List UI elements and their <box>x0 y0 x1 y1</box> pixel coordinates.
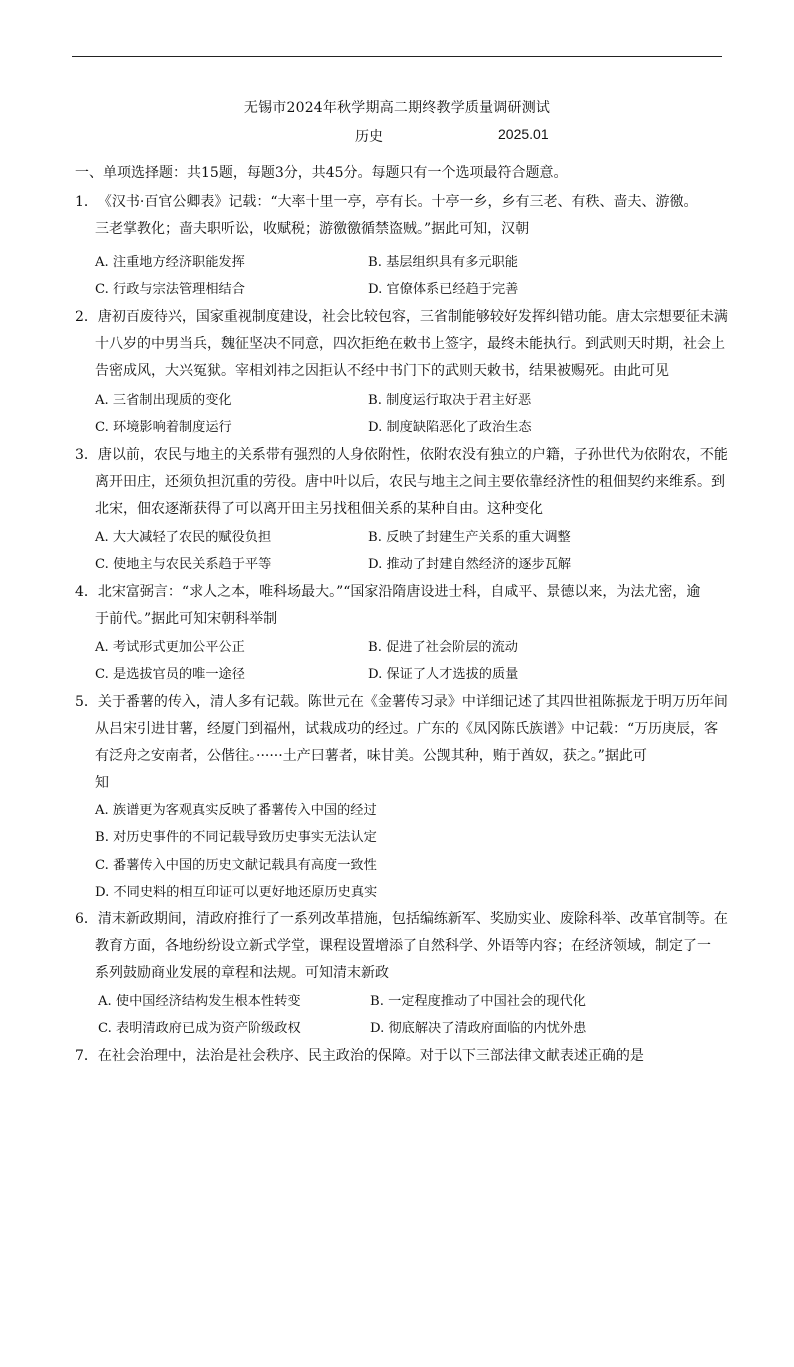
question-2-option-b: B. 制度运行取决于君主好恶 <box>368 393 532 408</box>
question-5-option-c: C. 番薯传入中国的历史文献记载具有高度一致性 <box>95 858 377 873</box>
question-1-stem-line-2: 三老掌教化；啬夫职听讼，收赋税；游徼徼循禁盗贼。”据此可知，汉朝 <box>95 221 530 237</box>
question-5-option-b: B. 对历史事件的不同记载导致历史事实无法认定 <box>95 830 377 845</box>
question-2-option-c: C. 环境影响着制度运行 <box>95 420 232 435</box>
question-3-stem-line-2: 离开田庄，还须负担沉重的劳役。唐中叶以后，农民与地主之间主要依靠经济性的租佃契约来维系。到 <box>95 474 725 490</box>
question-4-option-b: B. 促进了社会阶层的流动 <box>368 640 518 655</box>
question-5-stem-line-2: 从吕宋引进甘薯，经厦门到福州，试栽成功的经过。广东的《凤冈陈氏族谱》中记载：“万历庚辰，客 <box>95 721 719 737</box>
question-4-stem-line-2: 于前代。”据此可知宋朝科举制 <box>95 611 278 627</box>
question-5-option-d: D. 不同史料的相互印证可以更好地还原历史真实 <box>95 885 378 900</box>
question-5-stem-line-3: 有泛舟之安南者，公偕往。······土产曰薯者，味甘美。公觊其种，贿于酋奴，获之。”据此可 <box>95 748 647 764</box>
question-1-stem-line-1: 1．《汉书·百官公卿表》记载：“大率十里一亭，亭有长。十亭一乡，乡有三老、有秩、啬夫、游徼。 <box>75 194 698 210</box>
question-1-option-a: A. 注重地方经济职能发挥 <box>95 255 245 270</box>
question-3-option-c: C. 使地主与农民关系趋于平等 <box>95 557 272 572</box>
question-4-option-c: C. 是选拔官员的唯一途径 <box>95 667 245 682</box>
question-3-option-b: B. 反映了封建生产关系的重大调整 <box>368 530 571 545</box>
question-1-option-d: D. 官僚体系已经趋于完善 <box>368 282 519 297</box>
question-4-option-d: D. 保证了人才选拔的质量 <box>368 667 519 682</box>
question-5-option-a: A. 族谱更为客观真实反映了番薯传入中国的经过 <box>95 803 377 818</box>
exam-title: 无锡市2024年秋学期高二期终教学质量调研测试 <box>243 100 551 116</box>
question-4-option-a: A. 考试形式更加公平公正 <box>95 640 245 655</box>
question-2-stem-line-1: 2．唐初百废待兴，国家重视制度建设，社会比较包容，三省制能够较好发挥纠错功能。唐太宗想要征未满 <box>75 309 728 325</box>
question-1-option-c: C. 行政与宗法管理相结合 <box>95 282 245 297</box>
section-heading: 一、单项选择题：共15题，每题3分，共45分。每题只有一个选项最符合题意。 <box>75 165 568 181</box>
question-6-stem-line-1: 6．清末新政期间，清政府推行了一系列改革措施，包括编练新军、奖励实业、废除科举、改革官制等。在 <box>75 911 728 927</box>
question-5-stem-line-4: 知 <box>95 775 109 791</box>
question-4-stem-line-1: 4．北宋富弼言：“求人之本，唯科场最大。”“国家沿隋唐设进士科，自咸平、景德以来，为法尤密，逾 <box>75 584 701 600</box>
question-6-option-b: B. 一定程度推动了中国社会的现代化 <box>370 994 586 1009</box>
question-3-option-a: A. 大大减轻了农民的赋役负担 <box>95 530 272 545</box>
subject-label: 历史 <box>355 129 383 145</box>
question-1-option-b: B. 基层组织具有多元职能 <box>368 255 518 270</box>
question-6-stem-line-3: 系列鼓励商业发展的章程和法规。可知清末新政 <box>95 965 389 981</box>
question-3-option-d: D. 推动了封建自然经济的逐步瓦解 <box>368 557 572 572</box>
question-7-stem-line-1: 7．在社会治理中，法治是社会秩序、民主政治的保障。对于以下三部法律文献表述正确的是 <box>75 1048 644 1064</box>
question-3-stem-line-1: 3．唐以前，农民与地主的关系带有强烈的人身依附性，依附农没有独立的户籍，子孙世代为依附农，不能 <box>75 447 728 463</box>
question-2-option-d: D. 制度缺陷恶化了政治生态 <box>368 420 532 435</box>
question-6-option-d: D. 彻底解决了清政府面临的内忧外患 <box>370 1021 587 1036</box>
question-5-stem-line-1: 5．关于番薯的传入，清人多有记载。陈世元在《金薯传习录》中详细记述了其四世祖陈振龙于明万历年间 <box>75 694 728 710</box>
header-rule <box>72 56 722 57</box>
question-3-stem-line-3: 北宋，佃农逐渐获得了可以离开田主另找租佃关系的某种自由。这种变化 <box>95 501 543 517</box>
exam-date: 2025.01 <box>498 126 549 142</box>
question-2-stem-line-3: 告密成风，大兴冤狱。宰相刘祎之因拒认不经中书门下的武则天敕书，结果被赐死。由此可见 <box>95 363 669 379</box>
question-2-stem-line-2: 十八岁的中男当兵，魏征坚决不同意，四次拒绝在敕书上签字，最终未能执行。到武则天时期，社会上 <box>95 336 725 352</box>
question-2-option-a: A. 三省制出现质的变化 <box>95 393 232 408</box>
question-6-stem-line-2: 教育方面，各地纷纷设立新式学堂，课程设置增添了自然科学、外语等内容；在经济领域，制定了一 <box>95 938 711 954</box>
question-6-option-c: C. 表明清政府已成为资产阶级政权 <box>98 1021 301 1036</box>
question-6-option-a: A. 使中国经济结构发生根本性转变 <box>98 994 301 1009</box>
